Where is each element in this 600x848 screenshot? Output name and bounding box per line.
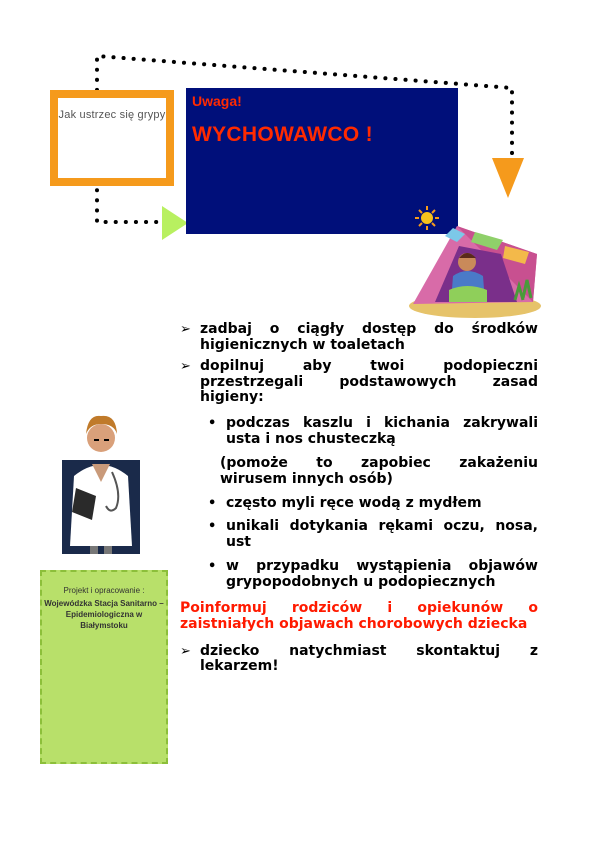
- orange-arrow-icon: [492, 158, 524, 198]
- sub-list-item-text: w przypadku wystąpienia objawów grypopodobnych u podopiecznych: [226, 558, 538, 590]
- sub-list-item: [180, 559, 538, 590]
- list-item: [180, 359, 538, 406]
- sub-list-item: [180, 416, 538, 447]
- arrow-bullet-icon: ➢: [180, 322, 191, 337]
- sub-list-item: [180, 496, 538, 512]
- side-title-box: [50, 90, 174, 186]
- credits-author: Wojewódzka Stacja Sanitarno – Epidemiologiczna w Białymstoku: [44, 599, 164, 630]
- tent-child-illustration: [405, 206, 545, 321]
- list-item-text: dziecko natychmiast skontaktuj z lekarzem!: [200, 642, 538, 675]
- banner-small-text: Uwaga!: [192, 93, 242, 109]
- sun-icon: [415, 206, 439, 230]
- parents-notice: [180, 601, 538, 632]
- dot-bullet-icon: •: [208, 496, 217, 512]
- doctor-illustration: [62, 404, 140, 554]
- sub-list-item-text: unikali dotykania rękami oczu, nosa, ust: [226, 517, 538, 550]
- dot-bullet-icon: •: [208, 559, 217, 575]
- list-item-text: dopilnuj aby twoi podopieczni przestrzegali podstawowych zasad higieny:: [200, 358, 538, 406]
- sub-list-note-text: (pomoże to zapobiec zakażeniu wirusem innych osób): [220, 455, 538, 487]
- arrow-bullet-icon: ➢: [180, 359, 191, 375]
- credits-box: [40, 570, 168, 764]
- parents-notice-text: Poinformuj rodziców i opiekunów o zaistniałych objawach chorobowych dziecka: [180, 600, 538, 632]
- sub-list-item-text: podczas kaszlu i kichania zakrywali usta i nos chusteczką: [226, 414, 538, 447]
- instructions: [180, 322, 538, 675]
- sub-list-note: [180, 456, 538, 487]
- list-item: [180, 322, 538, 353]
- sub-list-item-text: często myli ręce wodą z mydłem: [226, 495, 482, 512]
- list-item: [180, 644, 538, 675]
- credits-label: Projekt i opracowanie :: [63, 586, 145, 595]
- sub-list-item: [180, 519, 538, 550]
- list-item-text: zadbaj o ciągły dostęp do środków higienicznych w toaletach: [200, 321, 538, 353]
- banner-title: WYCHOWAWCO !: [192, 123, 373, 146]
- side-title-text: Jak ustrzec się grypy: [58, 109, 166, 121]
- green-arrow-icon: [162, 206, 188, 240]
- dot-bullet-icon: •: [208, 415, 217, 431]
- arrow-bullet-icon: ➢: [180, 643, 191, 659]
- dot-bullet-icon: •: [208, 518, 217, 534]
